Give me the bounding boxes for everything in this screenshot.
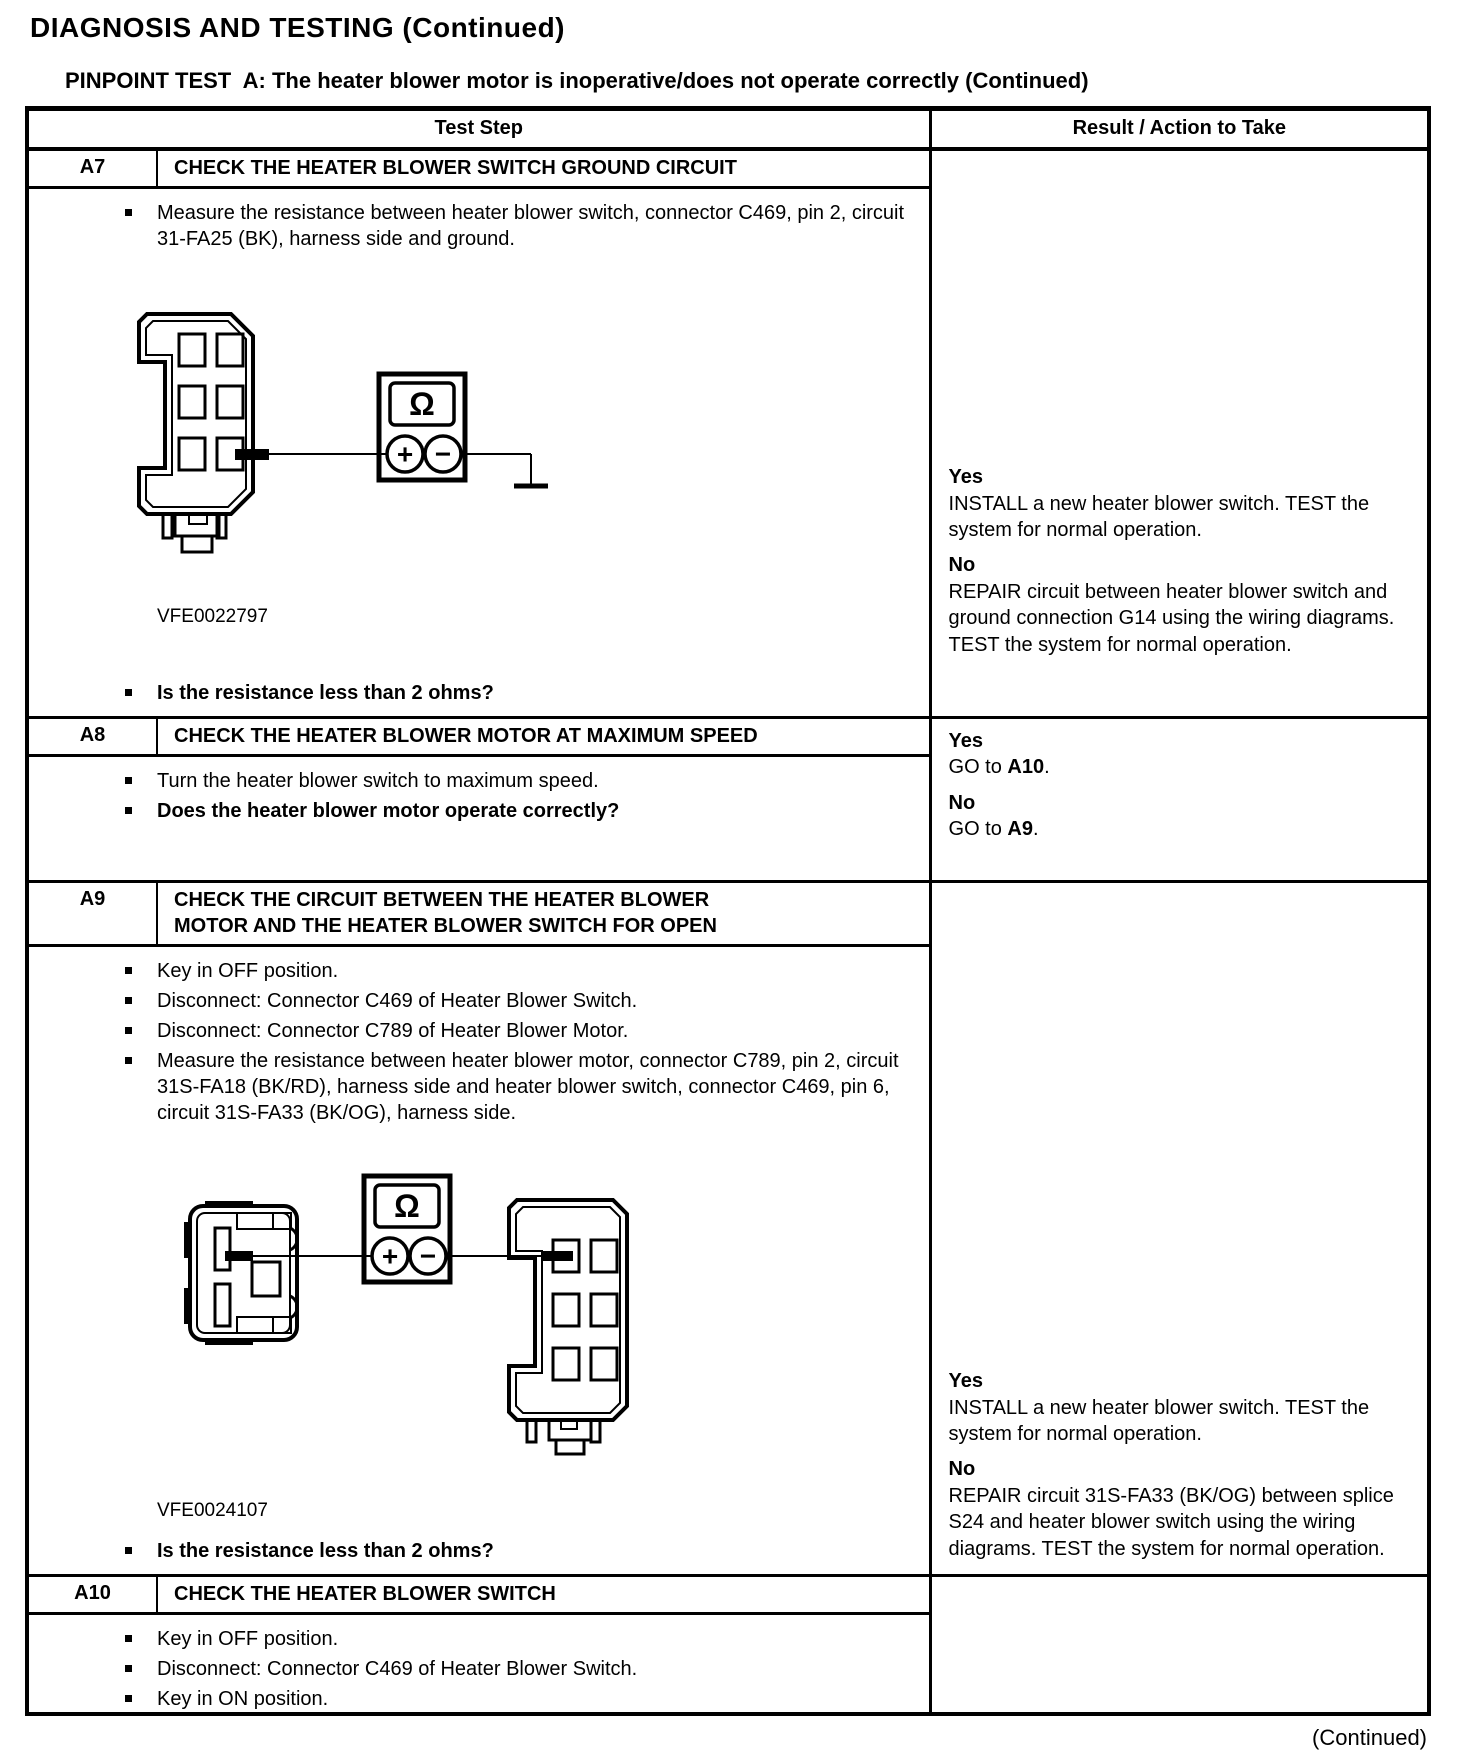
step-code: A8 xyxy=(27,718,157,756)
test-step-column-header: Test Step xyxy=(27,109,930,150)
page-subtitle: PINPOINT TEST A: The heater blower motor is inoperative/does not operate correctly (Continued) xyxy=(65,68,1089,93)
step-code: A10 xyxy=(27,1576,157,1614)
bullet-text: Disconnect: Connector C469 of Heater Blower Switch. xyxy=(157,990,638,1012)
a7-circuit-figure xyxy=(109,304,915,566)
bullet-marker xyxy=(125,967,132,974)
step-code: A9 xyxy=(27,882,157,946)
list-item xyxy=(29,958,915,984)
continued-note: (Continued) xyxy=(1312,1725,1427,1750)
pinpoint-test-table xyxy=(25,106,1431,1716)
result-no-label: No xyxy=(948,1458,976,1481)
bullet-text: Key in OFF position. xyxy=(157,1628,339,1650)
bullet-text: Key in ON position. xyxy=(157,1688,329,1710)
result-yes-action: INSTALL a new heater blower switch. TEST the system for normal operation. xyxy=(948,1396,1370,1446)
list-item xyxy=(29,1686,915,1712)
result-yes-label: Yes xyxy=(948,1370,983,1393)
probe-terminal-icon xyxy=(225,1251,253,1261)
step-a8-result-cell xyxy=(930,718,1429,882)
bullet-marker xyxy=(125,1057,132,1064)
result-no-action: REPAIR circuit 31S-FA33 (BK/OG) between splice S24 and heater blower switch using the wiring diagrams. TEST the system for normal operation. xyxy=(948,1484,1394,1560)
figure-label: VFE0022797 xyxy=(157,606,268,627)
result-yes-action: GO to A10. xyxy=(948,756,1050,779)
step-a10-header-row xyxy=(27,1576,1429,1614)
a7-circuit-diagram xyxy=(109,304,561,566)
step-a7-result-cell xyxy=(930,149,1429,718)
bullet-marker xyxy=(125,997,132,1004)
list-item xyxy=(29,200,915,252)
bullet-marker xyxy=(125,1695,132,1702)
bullet-marker xyxy=(125,689,132,696)
ohmmeter-icon xyxy=(379,374,465,480)
result-yes-label: Yes xyxy=(948,466,983,489)
step-code: A7 xyxy=(27,149,157,188)
question-text: Is the resistance less than 2 ohms? xyxy=(157,1540,494,1562)
list-item xyxy=(29,1048,915,1126)
bullet-text: Measure the resistance between heater blower motor, connector C789, pin 2, circuit 31S-FA18 (BK/RD), harness side and heater blower switch, connector C469, pin 6, circuit 31S-FA33 (BK/OG), harness side. xyxy=(157,1050,899,1124)
list-item xyxy=(29,988,915,1014)
ohm-symbol: Ω xyxy=(409,386,435,422)
step-a8-body-cell xyxy=(27,756,930,882)
plus-terminal-icon: + xyxy=(396,438,414,470)
bullet-marker xyxy=(125,777,132,784)
ohm-symbol: Ω xyxy=(394,1188,420,1224)
step-a10-body-cell xyxy=(27,1614,930,1715)
step-a9-result-cell xyxy=(930,882,1429,1576)
step-a9-header-row xyxy=(27,882,1429,946)
result-no-action: REPAIR circuit between heater blower switch and ground connection G14 using the wiring diagrams. TEST the system for normal operation. xyxy=(948,580,1395,656)
minus-terminal-icon: − xyxy=(434,438,452,470)
bullet-text: Measure the resistance between heater blower switch, connector C469, pin 2, circuit 31-FA25 (BK), harness side and ground. xyxy=(157,202,905,250)
table-header-row xyxy=(27,109,1429,150)
probe-terminal-icon xyxy=(235,449,269,460)
step-title: CHECK THE HEATER BLOWER MOTOR AT MAXIMUM SPEED xyxy=(157,718,930,756)
ohmmeter-icon xyxy=(364,1176,450,1282)
switch-connector-icon xyxy=(139,314,269,552)
step-a8-header-row xyxy=(27,718,1429,756)
plus-terminal-icon: + xyxy=(381,1240,399,1272)
step-title: CHECK THE HEATER BLOWER SWITCH xyxy=(157,1576,930,1614)
a9-circuit-figure xyxy=(157,1166,915,1460)
list-item xyxy=(29,1626,915,1652)
motor-connector-icon xyxy=(184,1201,297,1345)
step-question xyxy=(29,798,915,824)
bullet-marker xyxy=(125,1635,132,1642)
bullet-text: Disconnect: Connector C789 of Heater Blower Motor. xyxy=(157,1020,629,1042)
step-question xyxy=(29,1538,915,1566)
bullet-text: Turn the heater blower switch to maximum speed. xyxy=(157,770,599,792)
bullet-marker xyxy=(125,1027,132,1034)
list-item xyxy=(29,1656,915,1682)
minus-terminal-icon: − xyxy=(419,1240,437,1272)
bullet-marker xyxy=(125,1665,132,1672)
switch-connector-icon xyxy=(509,1200,627,1454)
step-a7-body-cell xyxy=(27,188,930,718)
bullet-text: Disconnect: Connector C469 of Heater Blower Switch. xyxy=(157,1658,638,1680)
step-title: CHECK THE HEATER BLOWER SWITCH GROUND CIRCUIT xyxy=(157,149,930,188)
step-title: CHECK THE CIRCUIT BETWEEN THE HEATER BLOWER MOTOR AND THE HEATER BLOWER SWITCH FOR OPEN xyxy=(157,882,930,946)
result-yes-action: INSTALL a new heater blower switch. TEST the system for normal operation. xyxy=(948,492,1370,542)
question-text: Does the heater blower motor operate correctly? xyxy=(157,800,620,822)
list-item xyxy=(29,768,915,794)
bullet-marker xyxy=(125,209,132,216)
result-no-action: GO to A9. xyxy=(948,818,1039,841)
result-no-label: No xyxy=(948,791,976,814)
step-a10-result-cell xyxy=(930,1576,1429,1715)
bullet-text: Key in OFF position. xyxy=(157,960,339,982)
step-a7-header-row xyxy=(27,149,1429,188)
result-no-label: No xyxy=(948,554,976,577)
probe-terminal-icon xyxy=(543,1251,573,1261)
page-title: DIAGNOSIS AND TESTING (Continued) xyxy=(30,12,565,43)
result-column-header: Result / Action to Take xyxy=(930,109,1429,150)
bullet-marker xyxy=(125,1547,132,1554)
list-item xyxy=(29,1018,915,1044)
step-a9-body-cell xyxy=(27,946,930,1576)
figure-label: VFE0024107 xyxy=(157,1500,268,1521)
ground-icon xyxy=(461,454,548,486)
step-question xyxy=(29,680,915,708)
result-yes-label: Yes xyxy=(948,730,983,752)
a9-circuit-diagram xyxy=(157,1166,677,1460)
bullet-marker xyxy=(125,807,132,814)
question-text: Is the resistance less than 2 ohms? xyxy=(157,682,494,704)
